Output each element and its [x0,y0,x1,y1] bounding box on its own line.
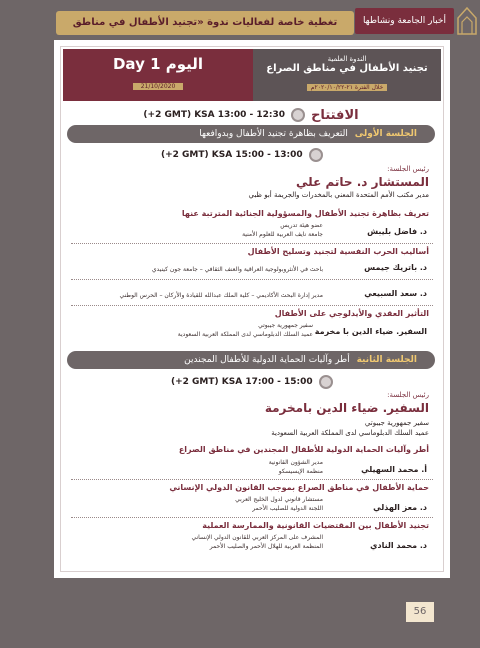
session1-time: (+2 GMT) KSA 15:00 - 13:00 [161,150,303,160]
session1-chair-name: المستشار د. حاتم علي [296,175,429,189]
opening-label: الافتتاح [311,107,359,123]
opening-row [59,105,443,125]
speaker-name: السفير. ضياء الدين با مخرمة [314,327,427,336]
clock-icon [319,375,333,389]
divider [71,279,433,280]
university-logo-icon [456,6,478,36]
speaker-name: د. سعد السبيعي [364,289,427,298]
topic-title: أساليب الحرب النفسية لتجنيد وتسليح الأطفال [247,247,429,256]
session1-name: الجلسة الأولى [354,129,417,139]
speaker-affiliation: المشرف على المركز العربي للقانون الدولي الإنساني المنظمة العربية للهلال الأحمر والصليب الأحمر [191,534,323,550]
speaker-affiliation: سفير جمهورية جيبوتي عميد السلك الدبلوماسي لدى المملكة العربية السعودية [177,322,313,338]
speaker-affiliation: عضو هيئة تدريس جامعة نايف العربية للعلوم الأمنية [242,222,323,238]
seminar-date: خلال الفترة ٢١-٢٠٢٠/١٠/٢٢م [307,84,387,91]
section-tab: أخبار الجامعة ونشاطها [355,8,454,34]
speaker-name: د. باتريك جيمس [364,263,427,272]
speaker-name: د. فاضل بليبش [367,227,427,236]
topic-title: التأثير العقدي والأيدلوجي على الأطفال [274,309,429,318]
session2-title: أطر وآليات الحماية الدولية للأطفال المجندين [184,355,350,365]
day-header [63,49,253,101]
topic-title: تجنيد الأطفال بين المقتضيات القانونية والممارسة العملية [202,521,429,530]
issue-title: تغطية خاصة لفعاليات ندوة «تجنيد الأطفال في مناطق [56,11,354,35]
session1-time-row [161,146,323,164]
program-page [54,40,450,578]
session1-chair-role: مدير مكتب الأمم المتحدة المعني بالمخدرات والجريمة أبو ظبي [248,191,429,199]
topic-title: حماية الأطفال في مناطق الصراع بموجب القانون الدولي الإنساني [169,483,429,492]
speaker-affiliation: مستشار قانوني لدول الخليج العربي اللجنة الدولية للصليب الأحمر [235,496,323,512]
program-frame [60,46,444,572]
divider [71,243,433,244]
divider [71,479,433,480]
speaker-affiliation: مدير الشؤون القانونية منظمة الإيسيسكو [268,459,323,475]
session1-chair-label: رئيس الجلسة: [387,165,429,173]
session2-name: الجلسة الثانية [356,355,417,365]
seminar-header [253,49,441,101]
clock-icon [291,108,305,122]
speaker-name: أ. محمد السهيلي [361,465,427,474]
topic-title: أطر وآليات الحماية الدولية للأطفال المجندين في مناطق الصراع [178,445,429,454]
speaker-affiliation: مدير إدارة البحث الأكاديمي – كلية الملك عبدالله للقيادة والأركان – الحرس الوطني [119,292,323,299]
seminar-title: تجنيد الأطفال في مناطق الصراع [266,63,428,74]
divider [71,517,433,518]
topic-title: تعريف بظاهرة تجنيد الأطفال والمسؤولية الجنائية المترتبة عنها [181,209,429,218]
session2-chair-name: السفير. ضياء الدين بامخرمة [264,401,429,415]
session2-time: (+2 GMT) KSA 17:00 - 15:00 [171,377,313,387]
speaker-name: د. معز الهذلي [373,503,427,512]
session1-title: التعريف بظاهرة تجنيد الأطفال وبدوافعها [199,129,348,139]
clock-icon [309,148,323,162]
seminar-label: الندوة العلمية [327,55,367,63]
session2-banner [67,351,435,369]
day-label: اليوم Day 1 [112,55,204,73]
session2-chair-role2: عميد السلك الدبلوماسي لدى المملكة العربية السعودية [271,429,429,437]
session1-banner [67,125,435,143]
speaker-name: د. محمد النادي [370,541,427,550]
page-number: 56 [406,602,434,622]
session2-time-row [171,373,333,391]
divider [71,305,433,306]
session2-chair-label: رئيس الجلسة: [387,391,429,399]
day-date: 21/10/2020 [133,83,184,90]
session2-chair-role1: سفير جمهورية جيبوتي [364,419,429,427]
opening-time: (+2 GMT) KSA 13:00 - 12:30 [143,110,286,120]
speaker-affiliation: باحث في الأنثروبولوجية العراقية والعنف الثقافي – جامعة جون كينيدي [151,266,323,273]
